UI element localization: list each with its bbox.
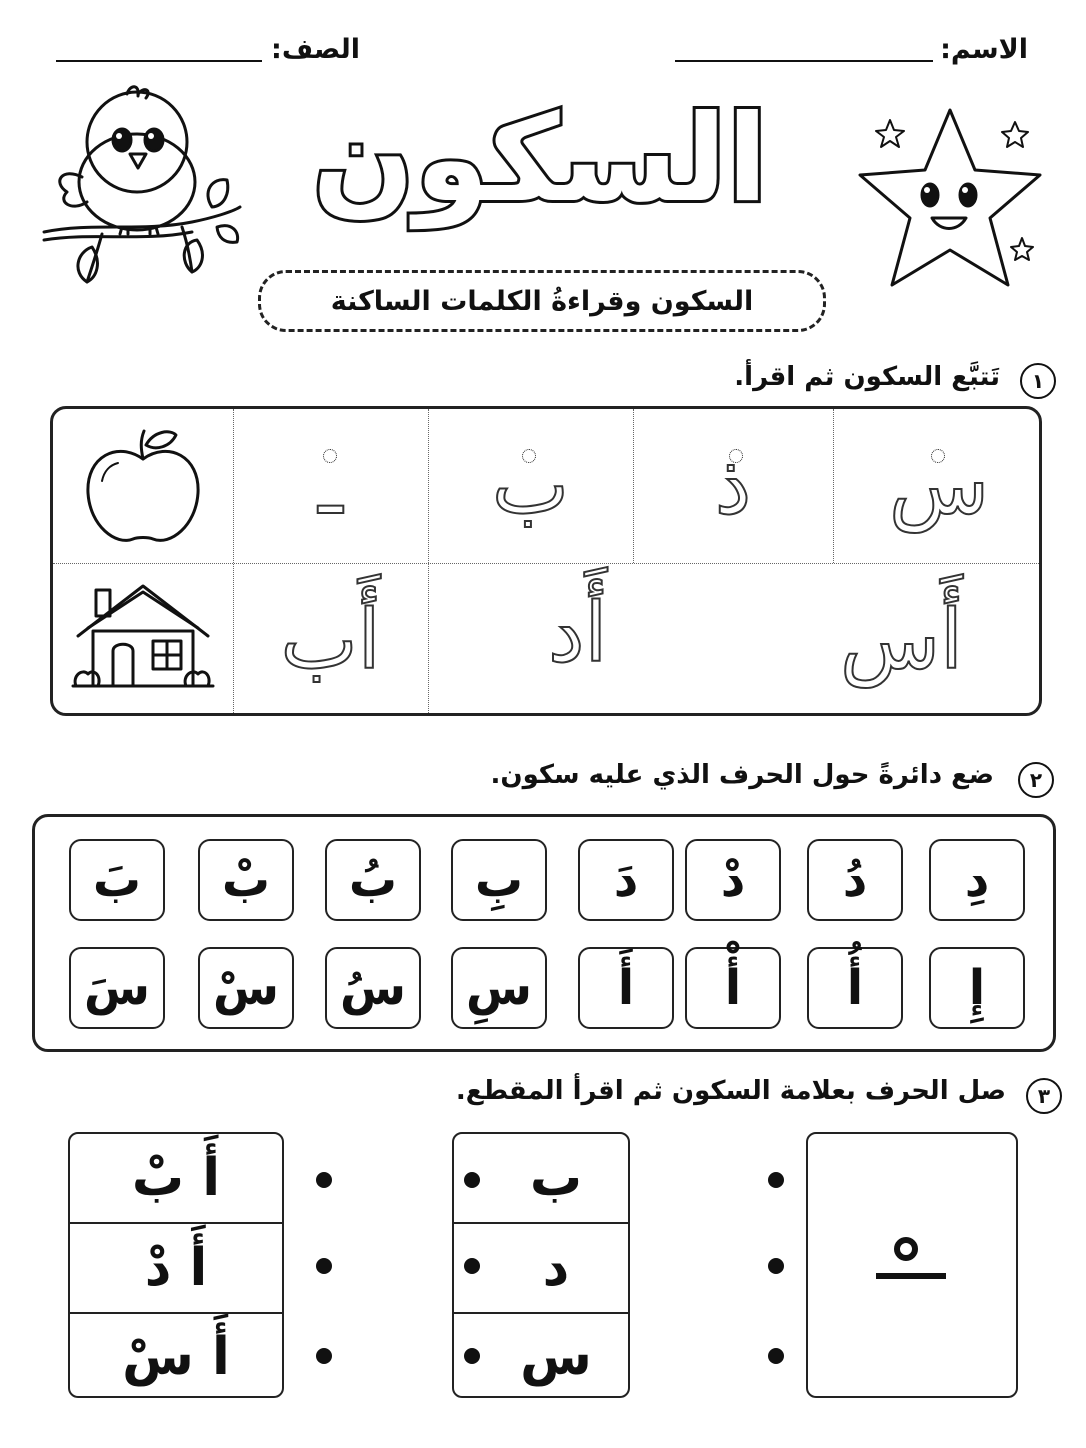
syllable-row[interactable] [70,1134,282,1222]
trace-letter: س [888,438,990,533]
trace-cell-sukun[interactable] [233,409,428,563]
subtitle-box [258,270,826,332]
trace-cell-dhal[interactable] [633,409,833,563]
trace-cell-seen[interactable] [833,409,1042,563]
section2-number: ٢ [1018,762,1054,798]
trace-cell-as[interactable] [428,563,1042,716]
letter-tile[interactable]: سْ [198,947,294,1029]
sign-dot[interactable] [768,1348,784,1364]
subtitle: السكون وقراءةُ الكلمات الساكنة [330,285,754,317]
letter-tile[interactable]: بَ [69,839,165,921]
letter-tile[interactable]: أُ [807,947,903,1029]
apple-cell [53,409,233,563]
letter-row[interactable] [454,1222,628,1312]
letter-tile[interactable]: دُ [807,839,903,921]
letter-tile[interactable]: بِ [451,839,547,921]
trace-letter: ب [491,438,570,533]
letter-tile[interactable]: بُ [325,839,421,921]
letter: ب [529,1148,583,1208]
syllable: أَ سْ [122,1327,230,1387]
syllable-row[interactable] [70,1312,282,1398]
syllable-dot[interactable] [316,1172,332,1188]
trace-letter: ذ [714,438,752,533]
page-title: السكون [312,90,768,229]
letter-tile[interactable]: سَ [69,947,165,1029]
syllables-box [68,1132,284,1398]
house-icon [68,576,218,706]
letter-tile[interactable]: سُ [325,947,421,1029]
letter-row[interactable] [454,1312,628,1398]
letter-tile[interactable]: دِ [929,839,1025,921]
letter: س [520,1327,592,1387]
syllable-dot[interactable] [316,1258,332,1274]
trace-letter: ـ [318,438,343,533]
sign-dot[interactable] [768,1172,784,1188]
apple-icon [78,421,208,551]
syllable: أَ بْ [131,1148,221,1208]
sign-dot[interactable] [768,1258,784,1274]
letter-dot[interactable] [464,1258,480,1274]
section1-instruction: تَتبَّع السكون ثم اقرأ. [734,362,1000,392]
sukun-sign-icon [872,1235,952,1295]
sukun-sign-box [806,1132,1018,1398]
trace-table [50,406,1042,716]
letter-tile[interactable]: دَ [578,839,674,921]
house-cell [53,563,233,716]
class-label: الصف: [271,34,360,65]
letter-tile[interactable]: دْ [685,839,781,921]
syllable: أَ دْ [144,1238,208,1298]
trace-word: أَب [280,593,381,688]
letter-tile[interactable]: سِ [451,947,547,1029]
trace-word: أَد [548,586,608,681]
letter-dot[interactable] [464,1348,480,1364]
syllable-dot[interactable] [316,1348,332,1364]
trace-word: أَس [840,593,963,688]
name-label: الاسم: [940,34,1028,65]
letter-tile[interactable]: بْ [198,839,294,921]
bird-icon [42,82,242,297]
letter-dot[interactable] [464,1172,480,1188]
class-line[interactable] [56,60,262,62]
section3-instruction: صل الحرف بعلامة السكون ثم اقرأ المقطع. [455,1076,1006,1106]
section2-instruction: ضع دائرةً حول الحرف الذي عليه سكون. [490,760,994,790]
section3-number: ٣ [1026,1078,1062,1114]
letter-tile[interactable]: أْ [685,947,781,1029]
letter: د [542,1238,570,1298]
circle-grid [32,814,1056,1052]
trace-cell-ab[interactable] [233,563,428,716]
letter-tile[interactable]: إِ [929,947,1025,1029]
syllable-row[interactable] [70,1222,282,1312]
name-line[interactable] [675,60,933,62]
trace-cell-ba[interactable] [428,409,633,563]
letter-row[interactable] [454,1134,628,1222]
letter-tile[interactable]: أَ [578,947,674,1029]
star-icon [840,100,1050,300]
section1-number: ١ [1020,363,1056,399]
